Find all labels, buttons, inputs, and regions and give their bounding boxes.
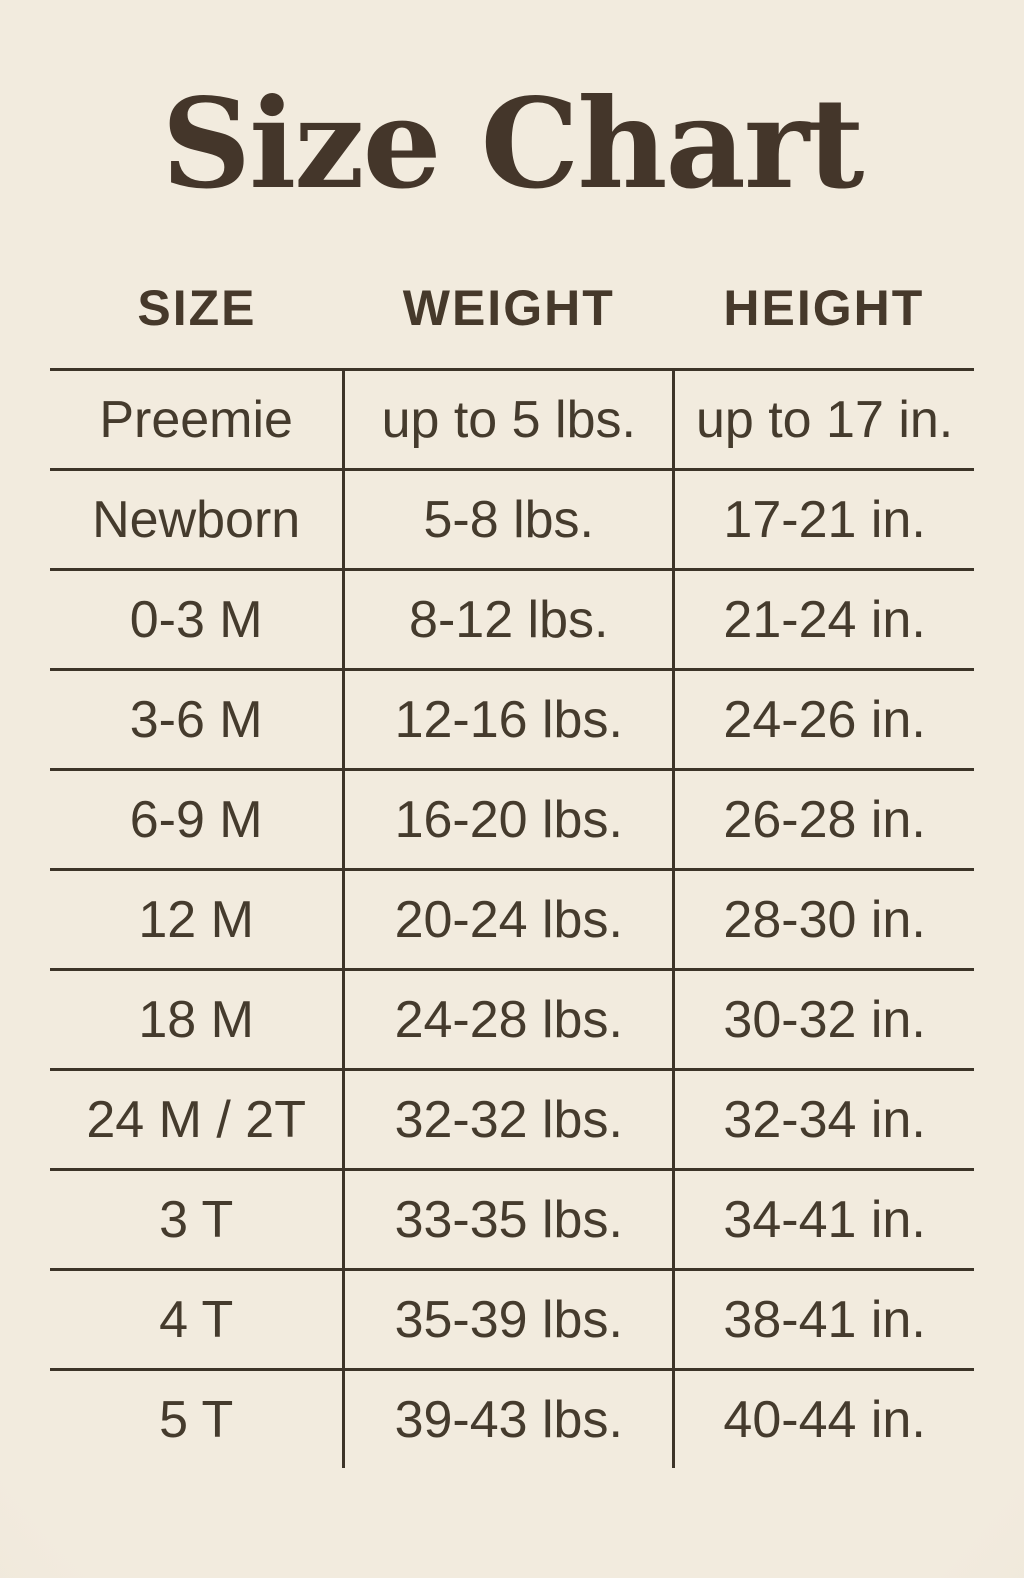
weight-cell: 39-43 lbs. [344,1370,674,1469]
table-row [50,770,974,870]
table-row [50,870,974,970]
page-title: Size Chart [161,72,863,217]
size-cell: 12 M [50,870,344,970]
table-row [50,570,974,670]
weight-cell: 24-28 lbs. [344,970,674,1070]
table-row [50,1270,974,1370]
height-cell: 26-28 in. [674,770,974,870]
height-cell: up to 17 in. [674,370,974,470]
height-cell: 30-32 in. [674,970,974,1070]
height-cell: 21-24 in. [674,570,974,670]
size-cell: 6-9 M [50,770,344,870]
table-header-row [50,247,974,370]
size-cell: 18 M [50,970,344,1070]
size-cell: Newborn [50,470,344,570]
weight-cell: 16-20 lbs. [344,770,674,870]
weight-cell: 12-16 lbs. [344,670,674,770]
weight-cell: 8-12 lbs. [344,570,674,670]
height-cell: 32-34 in. [674,1070,974,1170]
column-header-weight: WEIGHT [344,247,674,370]
table-row [50,1370,974,1469]
height-cell: 24-26 in. [674,670,974,770]
size-cell: Preemie [50,370,344,470]
column-header-height: HEIGHT [674,247,974,370]
table-row [50,370,974,470]
table-row [50,1070,974,1170]
height-cell: 40-44 in. [674,1370,974,1469]
size-cell: 3 T [50,1170,344,1270]
height-cell: 17-21 in. [674,470,974,570]
table-row [50,670,974,770]
height-cell: 28-30 in. [674,870,974,970]
size-cell: 3-6 M [50,670,344,770]
weight-cell: 35-39 lbs. [344,1270,674,1370]
weight-cell: 5-8 lbs. [344,470,674,570]
column-header-size: SIZE [50,247,344,370]
size-chart-page [0,42,1024,1578]
table-row [50,1170,974,1270]
height-cell: 38-41 in. [674,1270,974,1370]
size-cell: 4 T [50,1270,344,1370]
size-chart-table [50,247,974,1468]
size-cell: 24 M / 2T [50,1070,344,1170]
height-cell: 34-41 in. [674,1170,974,1270]
table-row [50,970,974,1070]
size-cell: 5 T [50,1370,344,1469]
weight-cell: up to 5 lbs. [344,370,674,470]
table-row [50,470,974,570]
weight-cell: 32-32 lbs. [344,1070,674,1170]
weight-cell: 33-35 lbs. [344,1170,674,1270]
size-cell: 0-3 M [50,570,344,670]
weight-cell: 20-24 lbs. [344,870,674,970]
